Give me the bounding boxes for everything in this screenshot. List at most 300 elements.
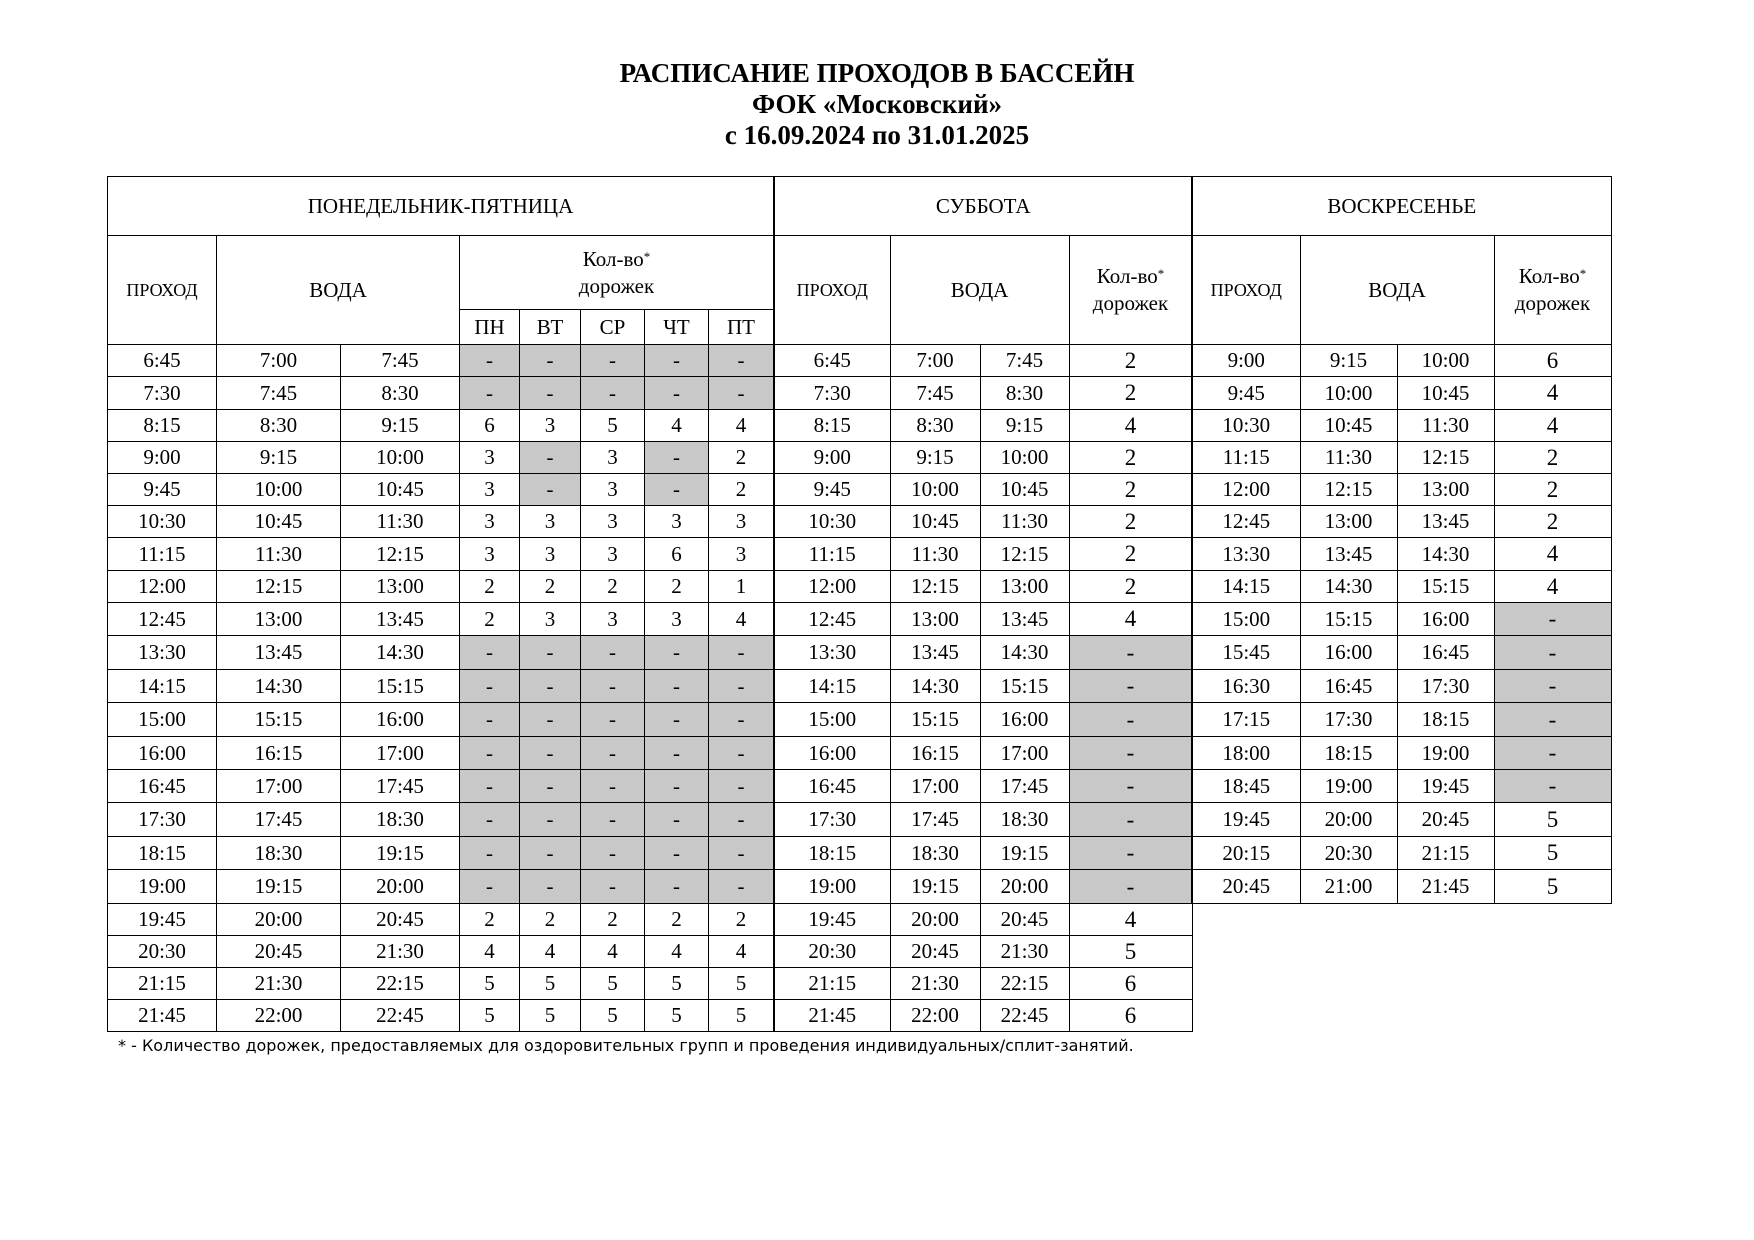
pass-time-cell: 16:00 [108, 737, 217, 770]
saturday-row [774, 571, 1192, 603]
lane-count-cell: 2 [1069, 345, 1192, 377]
pass-time-cell: 13:30 [774, 636, 890, 670]
pass-time-cell: 10:30 [108, 506, 217, 538]
water-time-cell: 22:45 [341, 1000, 460, 1032]
lane-count-cell: 2 [709, 442, 774, 474]
sunday-row [1192, 636, 1611, 670]
water-time-cell: 7:45 [980, 345, 1069, 377]
pass-time-cell: 19:00 [108, 870, 217, 904]
lane-count-cell: 4 [1069, 410, 1192, 442]
lane-count-cell: - [645, 636, 709, 670]
lane-count-cell: - [645, 377, 709, 410]
lane-count-cell: - [460, 803, 520, 837]
sunday-row [1192, 538, 1611, 571]
pass-time-cell: 12:45 [108, 603, 217, 636]
lane-count-cell: 2 [581, 904, 645, 936]
water-time-cell: 13:45 [1300, 538, 1397, 571]
pass-time-cell: 7:30 [108, 377, 217, 410]
sunday-row [1192, 770, 1611, 803]
water-time-cell: 12:15 [1397, 442, 1494, 474]
lane-count-cell: - [581, 703, 645, 737]
lane-count-cell: - [645, 737, 709, 770]
water-time-cell: 16:00 [1397, 603, 1494, 636]
lane-count-cell: 6 [1494, 345, 1611, 377]
footnote: * - Количество дорожек, предоставляемых для оздоровительных групп и проведения индивидуальных/сплит-занятий. [118, 1036, 1134, 1055]
lane-count-cell: - [520, 345, 581, 377]
lane-count-cell: 2 [520, 571, 581, 603]
water-time-cell: 12:15 [1300, 474, 1397, 506]
pass-time-cell: 13:30 [1192, 538, 1300, 571]
lane-count-cell: - [460, 636, 520, 670]
pass-time-cell: 17:30 [108, 803, 217, 837]
pass-time-cell: 14:15 [1192, 571, 1300, 603]
title-line-1: РАСПИСАНИЕ ПРОХОДОВ В БАССЕЙН [619, 58, 1135, 88]
lane-count-cell: 3 [460, 538, 520, 571]
weekdays-row [108, 703, 774, 737]
lane-count-cell: - [520, 737, 581, 770]
weekdays-row [108, 1000, 774, 1032]
lane-count-cell: - [645, 803, 709, 837]
water-time-cell: 13:00 [217, 603, 341, 636]
lane-count-cell: 5 [581, 1000, 645, 1032]
pass-time-cell: 12:45 [774, 603, 890, 636]
pass-time-cell: 17:15 [1192, 703, 1300, 737]
water-time-cell: 21:30 [217, 968, 341, 1000]
water-time-cell: 12:15 [217, 571, 341, 603]
saturday-row [774, 538, 1192, 571]
water-time-cell: 10:00 [1397, 345, 1494, 377]
water-time-cell: 13:00 [980, 571, 1069, 603]
sunday-row [1192, 442, 1611, 474]
water-time-cell: 8:30 [980, 377, 1069, 410]
pass-time-cell: 9:00 [774, 442, 890, 474]
sunday-row [1192, 703, 1611, 737]
water-time-cell: 18:15 [1300, 737, 1397, 770]
water-time-cell: 11:30 [1397, 410, 1494, 442]
sunday-row [1192, 377, 1611, 410]
water-time-cell: 14:30 [1397, 538, 1494, 571]
sunday-schedule-table [1191, 176, 1612, 904]
water-time-cell: 19:00 [1397, 737, 1494, 770]
lane-count-cell: - [581, 345, 645, 377]
water-time-cell: 7:00 [890, 345, 980, 377]
sunday-row [1192, 474, 1611, 506]
water-time-cell: 17:00 [890, 770, 980, 803]
water-time-cell: 16:00 [980, 703, 1069, 737]
day-header-wed: СР [581, 310, 645, 345]
pass-time-cell: 20:30 [108, 936, 217, 968]
lane-count-cell: 3 [709, 538, 774, 571]
lane-count-cell: - [520, 442, 581, 474]
water-time-cell: 16:15 [217, 737, 341, 770]
saturday-row [774, 737, 1192, 770]
lane-count-cell: - [709, 670, 774, 703]
lane-count-cell: 2 [1069, 442, 1192, 474]
water-time-cell: 16:00 [1300, 636, 1397, 670]
saturday-row [774, 506, 1192, 538]
water-time-cell: 8:30 [341, 377, 460, 410]
water-time-cell: 20:30 [1300, 837, 1397, 870]
water-time-cell: 18:15 [1397, 703, 1494, 737]
water-time-cell: 16:00 [341, 703, 460, 737]
pass-time-cell: 18:15 [774, 837, 890, 870]
weekdays-rows [108, 345, 774, 1032]
weekdays-row [108, 506, 774, 538]
title-line-2: ФОК «Московский» [751, 89, 1003, 119]
water-time-cell: 20:45 [217, 936, 341, 968]
lane-count-cell: - [709, 737, 774, 770]
water-time-cell: 11:30 [980, 506, 1069, 538]
lane-count-cell: - [709, 770, 774, 803]
pass-time-cell: 12:00 [1192, 474, 1300, 506]
weekdays-row [108, 603, 774, 636]
lane-count-cell: 5 [645, 1000, 709, 1032]
saturday-row [774, 410, 1192, 442]
lane-count-cell: 3 [581, 442, 645, 474]
water-time-cell: 16:45 [1397, 636, 1494, 670]
water-time-cell: 19:15 [217, 870, 341, 904]
water-time-cell: 14:30 [1300, 571, 1397, 603]
water-time-cell: 11:30 [341, 506, 460, 538]
pass-time-cell: 8:15 [774, 410, 890, 442]
saturday-row [774, 904, 1192, 936]
pass-time-cell: 11:15 [108, 538, 217, 571]
lane-count-cell: 3 [520, 506, 581, 538]
weekdays-row [108, 345, 774, 377]
water-time-cell: 21:15 [1397, 837, 1494, 870]
lane-count-cell: 4 [709, 936, 774, 968]
lanes-header-line2: дорожек [578, 273, 655, 298]
pass-time-cell: 9:45 [1192, 377, 1300, 410]
saturday-row [774, 636, 1192, 670]
lanes-header [460, 236, 774, 310]
lane-count-cell: - [645, 870, 709, 904]
saturday-row [774, 703, 1192, 737]
pass-time-cell: 14:15 [108, 670, 217, 703]
water-time-cell: 18:30 [980, 803, 1069, 837]
lane-count-cell: 5 [1069, 936, 1192, 968]
lane-count-cell: 2 [645, 904, 709, 936]
lane-count-cell: 2 [1494, 506, 1611, 538]
lane-count-cell: 3 [645, 506, 709, 538]
water-time-cell: 22:00 [890, 1000, 980, 1032]
saturday-row [774, 1000, 1192, 1032]
saturday-row [774, 442, 1192, 474]
lane-count-cell: - [1069, 803, 1192, 837]
lane-count-cell: - [645, 703, 709, 737]
pass-time-cell: 15:00 [1192, 603, 1300, 636]
water-time-cell: 16:15 [890, 737, 980, 770]
water-time-cell: 21:00 [1300, 870, 1397, 904]
pass-time-cell: 20:45 [1192, 870, 1300, 904]
pass-time-cell: 18:00 [1192, 737, 1300, 770]
lane-count-cell: 4 [520, 936, 581, 968]
lane-count-cell: - [645, 670, 709, 703]
water-time-cell: 13:45 [341, 603, 460, 636]
day-header-fri: ПТ [709, 310, 774, 345]
water-time-cell: 17:30 [1397, 670, 1494, 703]
lane-count-cell: - [709, 803, 774, 837]
water-time-cell: 10:45 [217, 506, 341, 538]
water-time-cell: 17:45 [341, 770, 460, 803]
weekdays-row [108, 737, 774, 770]
lane-count-cell: - [1494, 603, 1611, 636]
saturday-rows [774, 345, 1192, 1032]
lanes-header-line1: Кол-во [582, 246, 644, 271]
pass-header: ПРОХОД [1192, 236, 1300, 345]
pass-header: ПРОХОД [108, 236, 217, 345]
lane-count-cell: - [1069, 770, 1192, 803]
weekdays-row [108, 474, 774, 506]
saturday-row [774, 345, 1192, 377]
pass-time-cell: 9:45 [108, 474, 217, 506]
sunday-row [1192, 410, 1611, 442]
water-time-cell: 11:30 [217, 538, 341, 571]
water-header: ВОДА [217, 236, 460, 345]
lane-count-cell: - [645, 345, 709, 377]
lane-count-cell: 2 [1494, 474, 1611, 506]
lane-count-cell: 3 [520, 410, 581, 442]
lane-count-cell: - [581, 377, 645, 410]
sunday-row [1192, 345, 1611, 377]
saturday-row [774, 377, 1192, 410]
lane-count-cell: 3 [460, 474, 520, 506]
lane-count-cell: 3 [520, 603, 581, 636]
water-time-cell: 10:00 [217, 474, 341, 506]
water-time-cell: 16:45 [1300, 670, 1397, 703]
water-time-cell: 12:15 [341, 538, 460, 571]
saturday-row [774, 474, 1192, 506]
water-time-cell: 18:30 [217, 837, 341, 870]
water-time-cell: 10:00 [980, 442, 1069, 474]
lane-count-cell: - [709, 636, 774, 670]
water-time-cell: 13:00 [1300, 506, 1397, 538]
saturday-schedule-table [773, 176, 1193, 1032]
pass-time-cell: 18:15 [108, 837, 217, 870]
pass-time-cell: 10:30 [1192, 410, 1300, 442]
pass-time-cell: 15:00 [108, 703, 217, 737]
weekdays-header: ПОНЕДЕЛЬНИК-ПЯТНИЦА [108, 177, 774, 236]
water-time-cell: 13:00 [341, 571, 460, 603]
lane-count-cell: - [581, 803, 645, 837]
day-header-thu: ЧТ [645, 310, 709, 345]
lane-count-cell: 4 [1494, 410, 1611, 442]
water-time-cell: 10:00 [890, 474, 980, 506]
water-header: ВОДА [890, 236, 1069, 345]
lane-count-cell: 5 [1494, 803, 1611, 837]
water-time-cell: 15:15 [890, 703, 980, 737]
sunday-row [1192, 837, 1611, 870]
lane-count-cell: - [460, 837, 520, 870]
lane-count-cell: - [581, 837, 645, 870]
lane-count-cell: - [581, 737, 645, 770]
saturday-row [774, 968, 1192, 1000]
lane-count-cell: - [520, 837, 581, 870]
lane-count-cell: - [520, 803, 581, 837]
lane-count-cell: - [520, 670, 581, 703]
lane-count-cell: 2 [581, 571, 645, 603]
lane-count-cell: - [460, 345, 520, 377]
lane-count-cell: 4 [645, 410, 709, 442]
water-time-cell: 20:00 [890, 904, 980, 936]
pass-time-cell: 16:30 [1192, 670, 1300, 703]
water-time-cell: 13:45 [1397, 506, 1494, 538]
water-time-cell: 14:30 [217, 670, 341, 703]
saturday-row [774, 770, 1192, 803]
lanes-header [1494, 236, 1611, 345]
water-time-cell: 10:45 [890, 506, 980, 538]
lane-count-cell: 4 [645, 936, 709, 968]
lane-count-cell: - [1494, 636, 1611, 670]
sunday-row [1192, 670, 1611, 703]
water-time-cell: 21:30 [980, 936, 1069, 968]
water-time-cell: 17:45 [980, 770, 1069, 803]
water-time-cell: 15:15 [980, 670, 1069, 703]
pass-time-cell: 19:45 [108, 904, 217, 936]
lane-count-cell: - [709, 345, 774, 377]
water-time-cell: 18:30 [341, 803, 460, 837]
water-time-cell: 11:30 [1300, 442, 1397, 474]
lane-count-cell: - [460, 737, 520, 770]
water-time-cell: 22:45 [980, 1000, 1069, 1032]
pass-time-cell: 13:30 [108, 636, 217, 670]
water-time-cell: 18:30 [890, 837, 980, 870]
weekdays-row [108, 670, 774, 703]
lane-count-cell: 2 [1069, 377, 1192, 410]
water-time-cell: 9:15 [217, 442, 341, 474]
pass-time-cell: 16:45 [108, 770, 217, 803]
pass-header: ПРОХОД [774, 236, 890, 345]
weekdays-row [108, 442, 774, 474]
lane-count-cell: - [1494, 737, 1611, 770]
water-time-cell: 19:15 [890, 870, 980, 904]
water-time-cell: 13:45 [890, 636, 980, 670]
water-header: ВОДА [1300, 236, 1494, 345]
weekdays-row [108, 770, 774, 803]
pass-time-cell: 12:00 [108, 571, 217, 603]
water-time-cell: 17:45 [217, 803, 341, 837]
weekdays-row [108, 837, 774, 870]
lane-count-cell: 2 [460, 603, 520, 636]
lane-count-cell: 2 [1069, 506, 1192, 538]
water-time-cell: 19:15 [341, 837, 460, 870]
lane-count-cell: - [460, 670, 520, 703]
lane-count-cell: 2 [1494, 442, 1611, 474]
water-time-cell: 15:15 [1300, 603, 1397, 636]
weekdays-row [108, 968, 774, 1000]
pass-time-cell: 8:15 [108, 410, 217, 442]
lane-count-cell: 5 [460, 968, 520, 1000]
water-time-cell: 20:45 [980, 904, 1069, 936]
water-time-cell: 17:30 [1300, 703, 1397, 737]
water-time-cell: 17:00 [341, 737, 460, 770]
lane-count-cell: - [1069, 703, 1192, 737]
water-time-cell: 17:00 [980, 737, 1069, 770]
weekdays-row [108, 571, 774, 603]
water-time-cell: 7:00 [217, 345, 341, 377]
lane-count-cell: 5 [645, 968, 709, 1000]
weekdays-row [108, 538, 774, 571]
pass-time-cell: 12:45 [1192, 506, 1300, 538]
lane-count-cell: - [1069, 636, 1192, 670]
water-time-cell: 8:30 [217, 410, 341, 442]
lane-count-cell: - [520, 870, 581, 904]
pass-time-cell: 19:00 [774, 870, 890, 904]
sunday-row [1192, 506, 1611, 538]
pass-time-cell: 9:00 [1192, 345, 1300, 377]
weekdays-row [108, 377, 774, 410]
water-time-cell: 10:45 [1397, 377, 1494, 410]
lane-count-cell: 4 [1494, 538, 1611, 571]
lane-count-cell: 5 [709, 968, 774, 1000]
lane-count-cell: - [460, 703, 520, 737]
saturday-header: СУББОТА [774, 177, 1192, 236]
pass-time-cell: 6:45 [774, 345, 890, 377]
water-time-cell: 13:00 [890, 603, 980, 636]
water-time-cell: 17:45 [890, 803, 980, 837]
lane-count-cell: 5 [1494, 870, 1611, 904]
lane-count-cell: - [520, 703, 581, 737]
lane-count-cell: - [520, 770, 581, 803]
water-time-cell: 20:00 [217, 904, 341, 936]
sunday-rows [1192, 345, 1611, 904]
pass-time-cell: 18:45 [1192, 770, 1300, 803]
lane-count-cell: 4 [709, 410, 774, 442]
pass-time-cell: 21:15 [774, 968, 890, 1000]
lane-count-cell: 2 [709, 474, 774, 506]
lane-count-cell: - [1069, 737, 1192, 770]
weekdays-row [108, 904, 774, 936]
lane-count-cell: 3 [581, 506, 645, 538]
water-time-cell: 9:15 [341, 410, 460, 442]
pass-time-cell: 19:45 [1192, 803, 1300, 837]
lane-count-cell: 3 [460, 442, 520, 474]
lane-count-cell: 3 [581, 603, 645, 636]
lane-count-cell: 4 [1069, 603, 1192, 636]
lane-count-cell: 3 [645, 603, 709, 636]
pass-time-cell: 12:00 [774, 571, 890, 603]
lane-count-cell: - [1069, 837, 1192, 870]
title-line-3: с 16.09.2024 по 31.01.2025 [724, 120, 1030, 150]
lane-count-cell: 5 [709, 1000, 774, 1032]
lane-count-cell: 4 [1494, 377, 1611, 410]
lane-count-cell: 3 [709, 506, 774, 538]
lane-count-cell: 3 [581, 538, 645, 571]
water-time-cell: 10:00 [341, 442, 460, 474]
pass-time-cell: 20:15 [1192, 837, 1300, 870]
pass-time-cell: 9:00 [108, 442, 217, 474]
lane-count-cell: 5 [581, 968, 645, 1000]
sunday-header: ВОСКРЕСЕНЬЕ [1192, 177, 1611, 236]
pass-time-cell: 16:45 [774, 770, 890, 803]
water-time-cell: 13:45 [980, 603, 1069, 636]
water-time-cell: 19:00 [1300, 770, 1397, 803]
water-time-cell: 11:30 [890, 538, 980, 571]
lane-count-cell: 2 [709, 904, 774, 936]
water-time-cell: 21:30 [341, 936, 460, 968]
lane-count-cell: - [581, 670, 645, 703]
lane-count-cell: 2 [1069, 538, 1192, 571]
pass-time-cell: 21:15 [108, 968, 217, 1000]
lane-count-cell: 3 [581, 474, 645, 506]
lane-count-cell: - [645, 474, 709, 506]
water-time-cell: 7:45 [341, 345, 460, 377]
water-time-cell: 10:45 [1300, 410, 1397, 442]
lane-count-cell: 4 [581, 936, 645, 968]
lane-count-cell: 2 [460, 571, 520, 603]
pass-time-cell: 21:45 [774, 1000, 890, 1032]
lanes-header-star: * [1157, 266, 1165, 281]
